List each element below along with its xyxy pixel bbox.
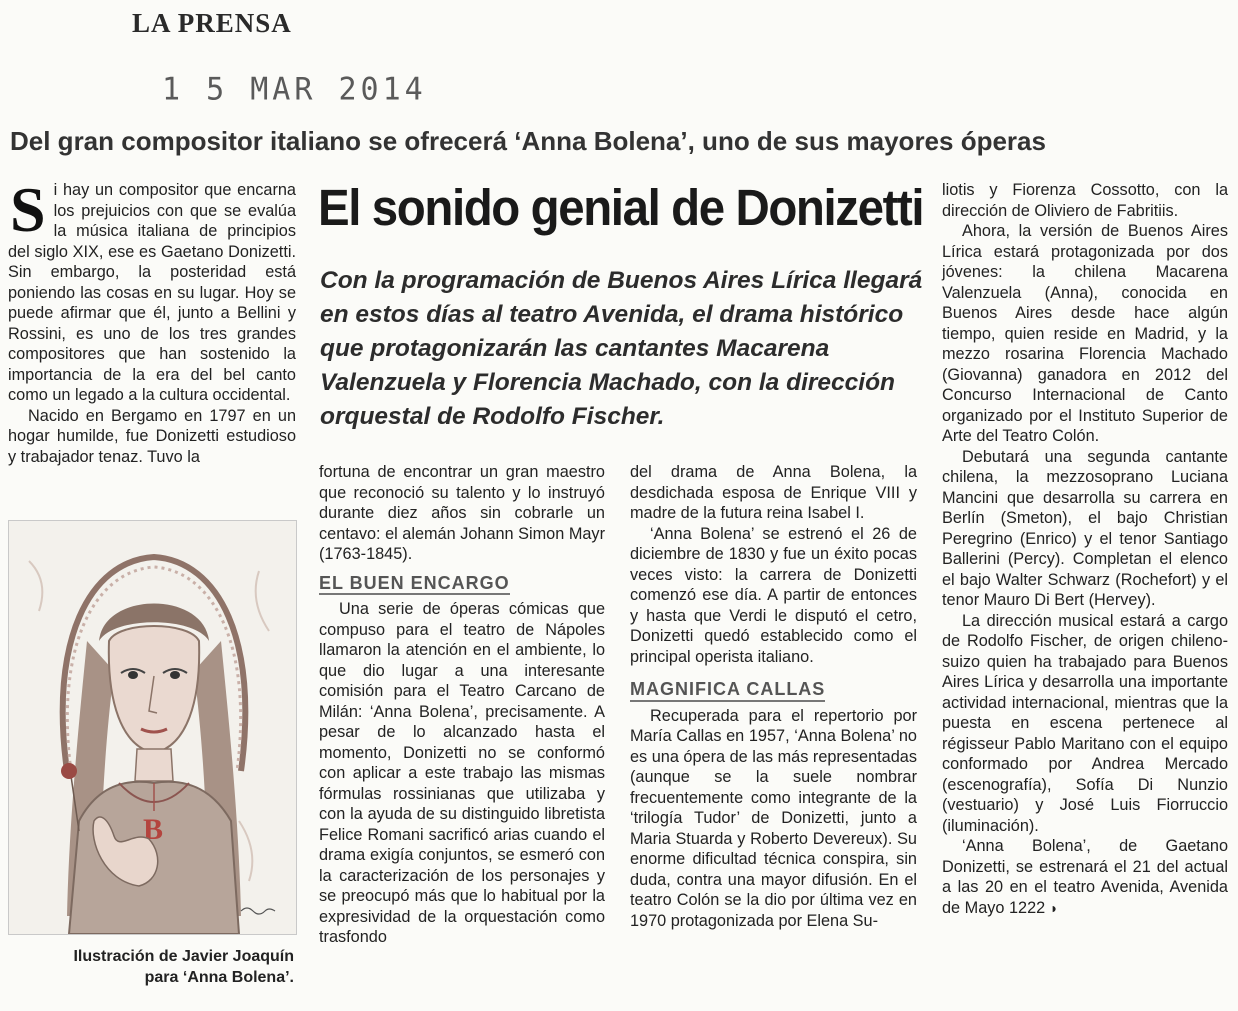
article-column-4 [942,180,1228,918]
drop-cap: S [10,174,46,245]
paragraph: Si hay un compositor que encarna los prejuicios con que se evalúa la música italiana de principios del siglo XIX, ese es Gaetano Donizetti. Sin embargo, la posteridad está poniendo las cosas en su lugar. Hoy se puede afirmar que él, junto a Bellini y Rossini, es uno de los tres grandes compositores que han sostenido la importancia de la era del bel canto como un legado a la cultura occidental. [8,174,296,404]
paragraph: Debutará una segunda cantante chilena, la mezzosoprano Luciana Mancini que desarrolla su carrera en Berlín (Smeton), el bajo Christian Peregrino (Enrico) y el tenor Santiago Ballerini (Percy). Completan el elenco el bajo Walter Schwarz (Rochefort) y el tenor Mauro Di Bert (Hervey). [942,447,1228,609]
caption-line: Ilustración de Javier Joaquín [73,948,294,965]
paragraph: Una serie de óperas cómicas que compuso para el teatro de Nápoles llamaron la atención en el ambiente, lo que dio lugar a una interesante comisión para el Teatro Carcano de Milán: ‘Anna Bolena’, precisamente. A pesar de lo alcanzado hasta el momento, Donizetti no se conformó con aplicar a este trabajo las mismas fórmulas rossinianas que utilizaba y con la ayuda de su distinguido libretista Felice Romani sacrificó arias cuando el drama exigía conjuntos, se esmeró con la caracterización de los personajes y se preocupó más que lo habitual por la expresividad de la orquestación como trasfondo [319,600,605,946]
portrait-drawing [9,521,296,934]
article-kicker: Del gran compositor italiano se ofrecerá ‘Anna Bolena’, uno de sus mayores óperas [10,126,1046,156]
article-column-2 [319,462,605,948]
article-column-1 [8,174,296,467]
paragraph: ‘Anna Bolena’ se estrenó el 26 de diciembre de 1830 y fue un éxito pocas veces visto: la carrera de Donizetti comenzó ese día. A partir de entonces y hasta que Verdi le disputó el cetro, Donizetti quedó establecido como el principal operista italiano. [630,524,917,666]
end-mark-icon: ◗ [1049,899,1059,916]
section-subhead: EL BUEN ENCARGO [319,573,510,596]
paragraph: fortuna de encontrar un gran maestro que reconoció su talento y lo instruyó durante diez años sin cobrarle un centavo: el alemán Johann Simon Mayr (1763-1845). [319,463,605,563]
date-stamp: 1 5 MAR 2014 [162,71,427,108]
newspaper-masthead: LA PRENSA [132,8,292,38]
article-headline: El sonido genial de Donizetti [318,179,924,236]
paragraph: Nacido en Bergamo en 1797 en un hogar humilde, fue Donizetti estudioso y trabajador tenaz. Tuvo la [8,406,296,466]
illustration-caption [30,946,294,988]
paragraph: La dirección musical estará a cargo de Rodolfo Fischer, de origen chileno-suizo quien ha trabajado para Buenos Aires Lírica y desarrolla una importante actividad internacional, mientras que la puesta en escena pertenece al régisseur Pablo Maritano con el equipo conformado por Andrea Mercado (escenografía), Sofía Di Nunzio (vestuario) y José Luis Fiorruccio (iluminación). [942,611,1228,835]
paragraph: Recuperada para el repertorio por María Callas en 1957, ‘Anna Bolena’ no es una ópera de las más representadas (aunque se la suele nombrar frecuentemente como integrante de la ‘trilogía Tudor’ de Donizetti, junto a Maria Stuarda y Roberto Devereux). Su enorme dificultad técnica conspira, sin duda, contra una mayor difusión. En el teatro Colón se la dio por última vez en 1970 protagonizada por Elena Su- [630,706,917,930]
illustration-anna-bolena [8,520,297,935]
paragraph: ‘Anna Bolena’, de Gaetano Donizetti, se estrenará el 21 del actual a las 20 en el teatro Avenida, Avenida de Mayo 1222 ◗ [942,837,1228,917]
paragraph: del drama de Anna Bolena, la desdichada esposa de Enrique VIII y madre de la futura reina Isabel I. [630,463,917,522]
caption-line: para ‘Anna Bolena’. [144,969,294,986]
paragraph: Ahora, la versión de Buenos Aires Lírica estará protagonizada por dos jóvenes: la chilena Macarena Valenzuela (Anna), conocida en Buenos Aires desde hace algún tiempo, quien reside en Madrid, y la mezzo rosarina Florencia Machado (Giovanna) ganadora en 2012 del Concurso Internacional de Canto organizado por el Instituto Superior de Arte del Teatro Colón. [942,222,1228,445]
section-subhead: MAGNIFICA CALLAS [630,679,825,702]
article-deck: Con la programación de Buenos Aires Lírica llegará en estos días al teatro Avenida, el drama histórico que protagonizarán las cantantes Macarena Valenzuela y Florencia Machado, con la dirección orquestal de Rodolfo Fischer. [320,267,923,430]
paragraph: liotis y Fiorenza Cossotto, con la dirección de Oliviero de Fabritiis. [942,181,1228,220]
article-column-3 [630,462,917,931]
svg-text:B: B [143,813,164,846]
